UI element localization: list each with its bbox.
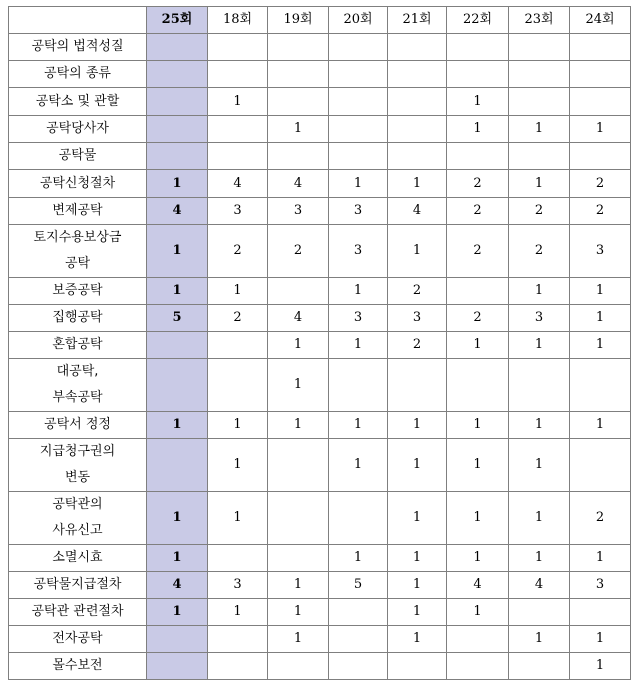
table-cell: [268, 88, 329, 116]
table-cell: [208, 626, 268, 653]
table-row: [9, 626, 631, 653]
row-label: 공탁서 정정: [9, 412, 147, 439]
table-cell: 2: [570, 198, 631, 225]
row-label: 변제공탁: [9, 198, 147, 225]
table-row: [9, 653, 631, 680]
table-cell: 1: [509, 116, 570, 143]
table-cell: [208, 359, 268, 412]
row-label: 집행공탁: [9, 305, 147, 332]
table-row: [9, 492, 631, 545]
table-cell: 4: [208, 170, 268, 198]
table-row: [9, 88, 631, 116]
table-row: [9, 572, 631, 599]
table-cell: 3: [208, 572, 268, 599]
table-cell: [268, 492, 329, 545]
table-row: [9, 332, 631, 359]
header-round-24: 24회: [570, 7, 631, 34]
table-cell: 1: [509, 412, 570, 439]
table-cell: 1: [147, 170, 208, 198]
table-cell: [447, 61, 509, 88]
table-cell: 3: [388, 305, 447, 332]
table-cell: 1: [447, 88, 509, 116]
table-cell: 1: [268, 626, 329, 653]
table-cell: 1: [570, 653, 631, 680]
table-cell: [388, 653, 447, 680]
table-cell: 1: [208, 412, 268, 439]
table-cell: 5: [147, 305, 208, 332]
table-cell: 1: [570, 412, 631, 439]
table-cell: 3: [570, 572, 631, 599]
table-cell: [509, 599, 570, 626]
table-cell: 1: [388, 225, 447, 278]
table-cell: [447, 626, 509, 653]
table-cell: [509, 61, 570, 88]
table-cell: [268, 278, 329, 305]
table-cell: 2: [447, 225, 509, 278]
table-row: [9, 278, 631, 305]
table-cell: 1: [268, 599, 329, 626]
header-round-19: 19회: [268, 7, 329, 34]
row-label: 공탁물지급절차: [9, 572, 147, 599]
table-cell: [388, 61, 447, 88]
table-cell: 3: [208, 198, 268, 225]
header-row: [9, 7, 631, 34]
table-cell: 1: [388, 439, 447, 492]
table-cell: 1: [268, 332, 329, 359]
table-cell: 1: [388, 599, 447, 626]
table-cell: [509, 143, 570, 170]
table-cell: 3: [329, 198, 388, 225]
table-cell: [570, 599, 631, 626]
table-cell: 4: [447, 572, 509, 599]
table-row: [9, 599, 631, 626]
table-cell: [268, 653, 329, 680]
table-cell: 1: [509, 626, 570, 653]
table-cell: 1: [570, 305, 631, 332]
table-row: [9, 545, 631, 572]
table-cell: [388, 359, 447, 412]
table-cell: 1: [570, 332, 631, 359]
table-cell: [147, 332, 208, 359]
table-cell: 2: [447, 305, 509, 332]
table-cell: [208, 34, 268, 61]
table-cell: [329, 34, 388, 61]
table-cell: [147, 116, 208, 143]
table-row: [9, 170, 631, 198]
table-cell: 1: [509, 492, 570, 545]
table-cell: 1: [268, 572, 329, 599]
table-cell: [570, 143, 631, 170]
table-cell: 1: [509, 170, 570, 198]
row-label: 공탁관 관련절차: [9, 599, 147, 626]
table-cell: [388, 143, 447, 170]
table-cell: [570, 34, 631, 61]
table-cell: 3: [329, 225, 388, 278]
table-row: [9, 412, 631, 439]
table-cell: 1: [447, 332, 509, 359]
table-cell: [570, 61, 631, 88]
table-cell: [147, 626, 208, 653]
table-cell: 4: [147, 198, 208, 225]
row-label: 공탁물: [9, 143, 147, 170]
table-cell: [208, 332, 268, 359]
table-cell: 1: [509, 439, 570, 492]
table-cell: 2: [509, 225, 570, 278]
table-cell: 2: [570, 170, 631, 198]
table-cell: 1: [447, 439, 509, 492]
row-label: 공탁당사자: [9, 116, 147, 143]
table-cell: [268, 143, 329, 170]
table-cell: 1: [268, 412, 329, 439]
table-cell: [509, 359, 570, 412]
table-cell: [208, 545, 268, 572]
table-cell: 4: [147, 572, 208, 599]
table-cell: 1: [570, 278, 631, 305]
table-cell: [147, 88, 208, 116]
table-cell: [570, 439, 631, 492]
table-cell: [329, 653, 388, 680]
table-cell: [268, 61, 329, 88]
table-cell: [329, 61, 388, 88]
table-cell: 1: [208, 492, 268, 545]
table-row: [9, 198, 631, 225]
table-cell: [509, 34, 570, 61]
row-label: 지급청구권의 변동: [9, 439, 147, 492]
table-cell: [570, 88, 631, 116]
table-cell: 1: [388, 545, 447, 572]
table-cell: 1: [570, 116, 631, 143]
table-cell: [329, 116, 388, 143]
table-cell: [447, 34, 509, 61]
table-cell: 2: [447, 198, 509, 225]
row-label: 보증공탁: [9, 278, 147, 305]
table-cell: 1: [147, 599, 208, 626]
table-cell: [147, 61, 208, 88]
table-cell: 1: [329, 412, 388, 439]
table-cell: 1: [388, 572, 447, 599]
table-cell: [147, 653, 208, 680]
exam-frequency-table: [8, 6, 631, 680]
header-round-20: 20회: [329, 7, 388, 34]
table-cell: [208, 116, 268, 143]
table-cell: 2: [388, 278, 447, 305]
table-cell: 1: [208, 88, 268, 116]
header-round-22: 22회: [447, 7, 509, 34]
table-cell: 1: [208, 278, 268, 305]
row-label: 공탁관의 사유신고: [9, 492, 147, 545]
table-cell: 1: [329, 170, 388, 198]
table-cell: 2: [268, 225, 329, 278]
table-cell: 1: [329, 332, 388, 359]
table-cell: 1: [570, 626, 631, 653]
table-cell: 1: [388, 170, 447, 198]
table-row: [9, 305, 631, 332]
table-row: [9, 34, 631, 61]
table-cell: 1: [147, 225, 208, 278]
table-row: [9, 225, 631, 278]
table-cell: 1: [447, 545, 509, 572]
table-cell: [208, 653, 268, 680]
table-cell: 1: [509, 545, 570, 572]
row-label: 공탁소 및 관할: [9, 88, 147, 116]
table-cell: [388, 88, 447, 116]
table-cell: [208, 61, 268, 88]
table-cell: 1: [208, 439, 268, 492]
table-cell: [447, 143, 509, 170]
row-label: 공탁의 종류: [9, 61, 147, 88]
table-cell: [147, 143, 208, 170]
table-row: [9, 143, 631, 170]
table-cell: 1: [447, 412, 509, 439]
table-cell: 1: [329, 439, 388, 492]
table-cell: 1: [208, 599, 268, 626]
table-cell: 1: [388, 626, 447, 653]
table-cell: [447, 653, 509, 680]
table-cell: 1: [447, 116, 509, 143]
table-cell: 1: [147, 412, 208, 439]
table-cell: [147, 34, 208, 61]
row-label: 전자공탁: [9, 626, 147, 653]
table-cell: 2: [447, 170, 509, 198]
table-cell: [388, 116, 447, 143]
row-label: 공탁의 법적성질: [9, 34, 147, 61]
table-cell: [147, 359, 208, 412]
row-label: 소멸시효: [9, 545, 147, 572]
table-cell: 1: [268, 359, 329, 412]
table-cell: [447, 278, 509, 305]
table-cell: [208, 143, 268, 170]
row-label: 대공탁, 부속공탁: [9, 359, 147, 412]
table-cell: 1: [147, 545, 208, 572]
table-cell: 1: [388, 492, 447, 545]
table-cell: 1: [447, 492, 509, 545]
table-cell: [570, 359, 631, 412]
table-cell: 3: [268, 198, 329, 225]
table-row: [9, 116, 631, 143]
row-label: 토지수용보상금 공탁: [9, 225, 147, 278]
table-cell: 1: [147, 492, 208, 545]
table-cell: 2: [388, 332, 447, 359]
table-cell: 5: [329, 572, 388, 599]
row-label: 혼합공탁: [9, 332, 147, 359]
table-cell: 1: [509, 332, 570, 359]
table-cell: [268, 34, 329, 61]
table-cell: 1: [147, 278, 208, 305]
table-cell: 2: [570, 492, 631, 545]
table-cell: [447, 359, 509, 412]
table-row: [9, 439, 631, 492]
table-cell: 1: [447, 599, 509, 626]
header-round-23: 23회: [509, 7, 570, 34]
table-cell: [147, 439, 208, 492]
table-cell: [509, 88, 570, 116]
header-round-25: 25회: [147, 7, 208, 34]
table-cell: 2: [208, 225, 268, 278]
table-cell: 4: [268, 170, 329, 198]
table-cell: [268, 439, 329, 492]
table-row: [9, 61, 631, 88]
table-cell: 1: [329, 545, 388, 572]
table-cell: 1: [509, 278, 570, 305]
table-cell: 3: [570, 225, 631, 278]
table-cell: [268, 545, 329, 572]
header-round-18: 18회: [208, 7, 268, 34]
table-cell: 4: [268, 305, 329, 332]
table-cell: 4: [388, 198, 447, 225]
table-cell: [329, 88, 388, 116]
table-cell: [329, 359, 388, 412]
row-label: 몰수보전: [9, 653, 147, 680]
table-cell: [329, 143, 388, 170]
header-round-21: 21회: [388, 7, 447, 34]
table-cell: [388, 34, 447, 61]
table-cell: 2: [509, 198, 570, 225]
table-row: [9, 359, 631, 412]
table-cell: [329, 492, 388, 545]
table-cell: 1: [570, 545, 631, 572]
table-cell: 1: [329, 278, 388, 305]
table-cell: 3: [509, 305, 570, 332]
table-cell: [509, 653, 570, 680]
table-cell: 2: [208, 305, 268, 332]
table-cell: 4: [509, 572, 570, 599]
table-cell: 1: [268, 116, 329, 143]
header-corner: [9, 7, 147, 34]
table-cell: 3: [329, 305, 388, 332]
row-label: 공탁신청절차: [9, 170, 147, 198]
table-cell: 1: [388, 412, 447, 439]
table-cell: [329, 626, 388, 653]
table-cell: [329, 599, 388, 626]
